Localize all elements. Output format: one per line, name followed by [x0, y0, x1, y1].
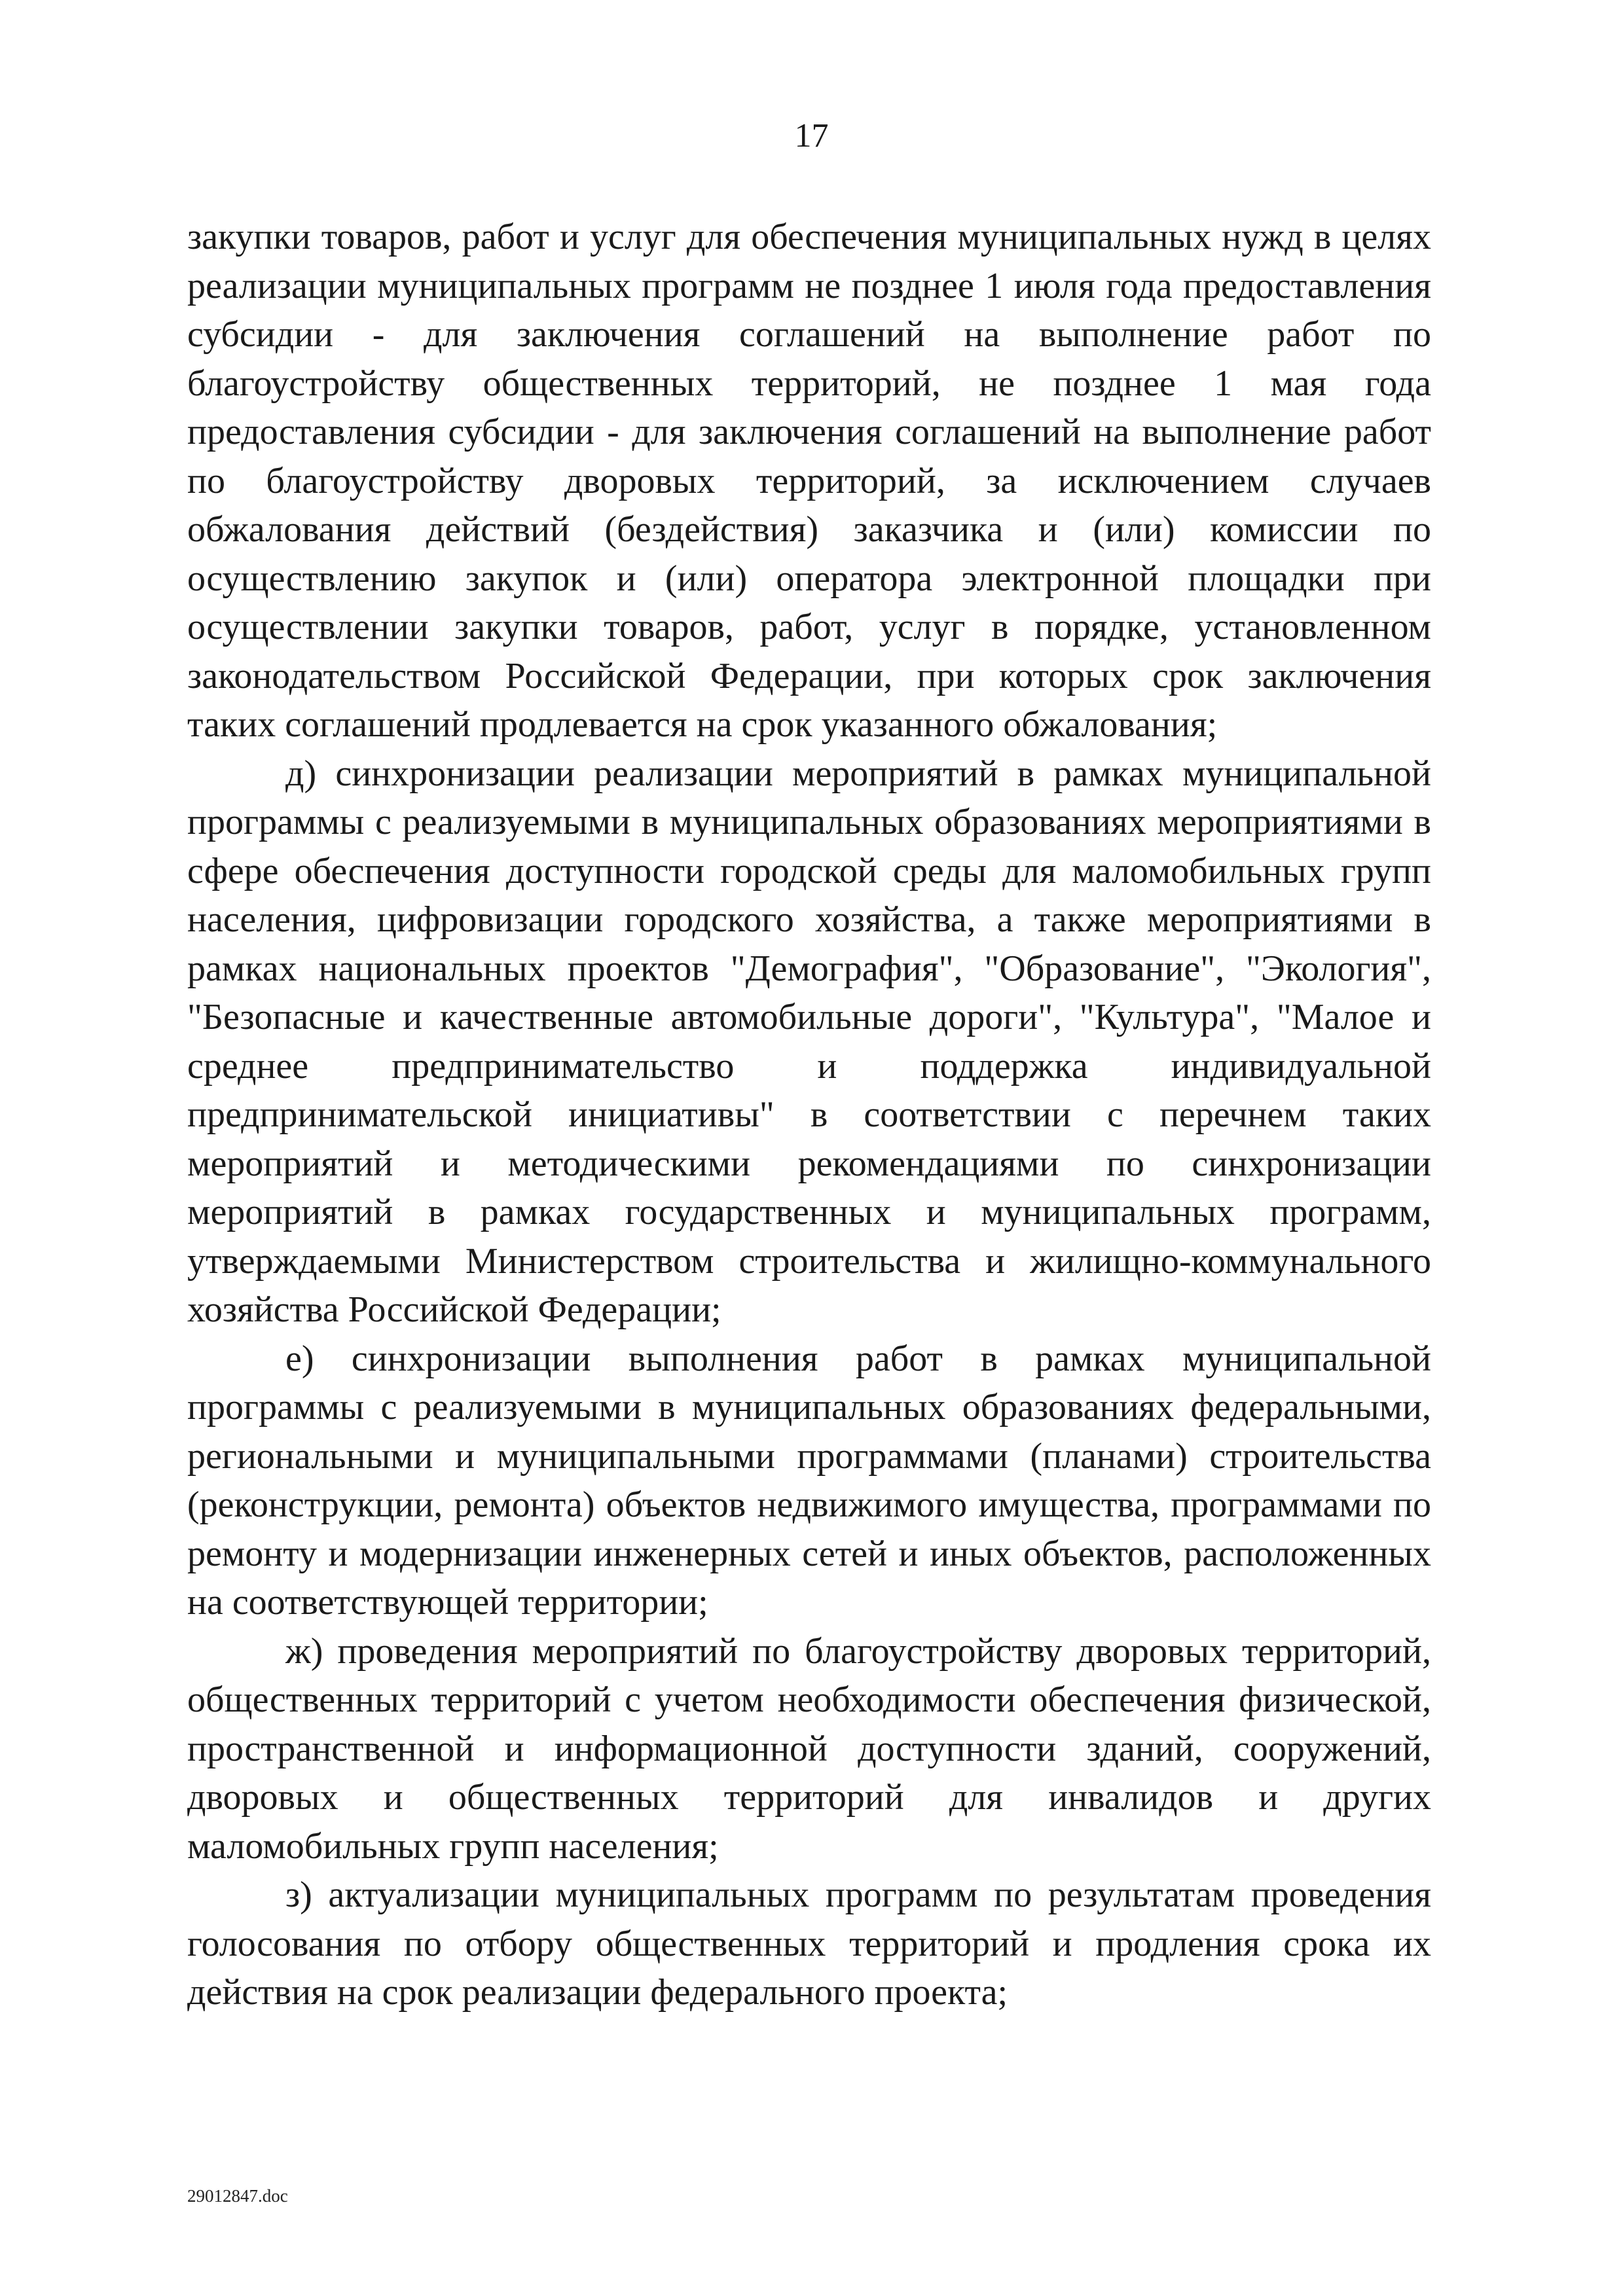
paragraph-item-zh: ж) проведения мероприятий по благоустройству дворовых территорий, общественных территорий с учетом необходимости обеспечения физической, пространственной и информационной доступности зданий, сооружений, дворовых и общественных территорий для инвалидов и других маломобильных групп населения; [187, 1630, 1431, 1867]
paragraph-item-z: з) актуализации муниципальных программ по результатам проведения голосования по отбору общественных территорий и продления срока их действия на срок реализации федерального проекта; [187, 1874, 1431, 2013]
paragraph-item-e: е) синхронизации выполнения работ в рамках муниципальной программы с реализуемыми в муниципальных образованиях федеральными, региональными и муниципальными программами (планами) строительства (реконструкции, ремонта) объектов недвижимого имущества, программами по ремонту и модернизации инженерных сетей и иных объектов, расположенных на соответствующей территории; [187, 1338, 1431, 1623]
paragraph-item-d: д) синхронизации реализации мероприятий в рамках муниципальной программы с реализуемыми в муниципальных образованиях мероприятиями в сфере обеспечения доступности городской среды для маломобильных групп населения, цифровизации городского хозяйства, а также мероприятиями в рамках национальных проектов "Демография", "Образование", "Экология", "Безопасные и качественные автомобильные дороги", "Культура", "Малое и среднее предпринимательство и поддержка индивидуальной предпринимательской инициативы" в соответствии с перечнем таких мероприятий и методическими рекомендациями по синхронизации мероприятий в рамках государственных и муниципальных программ, утверждаемыми Министерством строительства и жилищно-коммунального хозяйства Российской Федерации; [187, 753, 1431, 1330]
page-number: 17 [794, 117, 829, 154]
footer-doc-id: 29012847.doc [187, 2186, 288, 2206]
paragraph-continuation: закупки товаров, работ и услуг для обеспечения муниципальных нужд в целях реализации муниципальных программ не позднее 1 июля года предоставления субсидии - для заключения соглашений на выполнение работ по благоустройству общественных территорий, не позднее 1 мая года предоставления субсидии - для заключения соглашений на выполнение работ по благоустройству дворовых территорий, за исключением случаев обжалования действий (бездействия) заказчика и (или) комиссии по осуществлению закупок и (или) оператора электронной площадки при осуществлении закупки товаров, работ, услуг в порядке, установленном законодательством Российской Федерации, при которых срок заключения таких соглашений продлевается на срок указанного обжалования; [187, 217, 1431, 745]
document-body [187, 213, 1431, 2017]
